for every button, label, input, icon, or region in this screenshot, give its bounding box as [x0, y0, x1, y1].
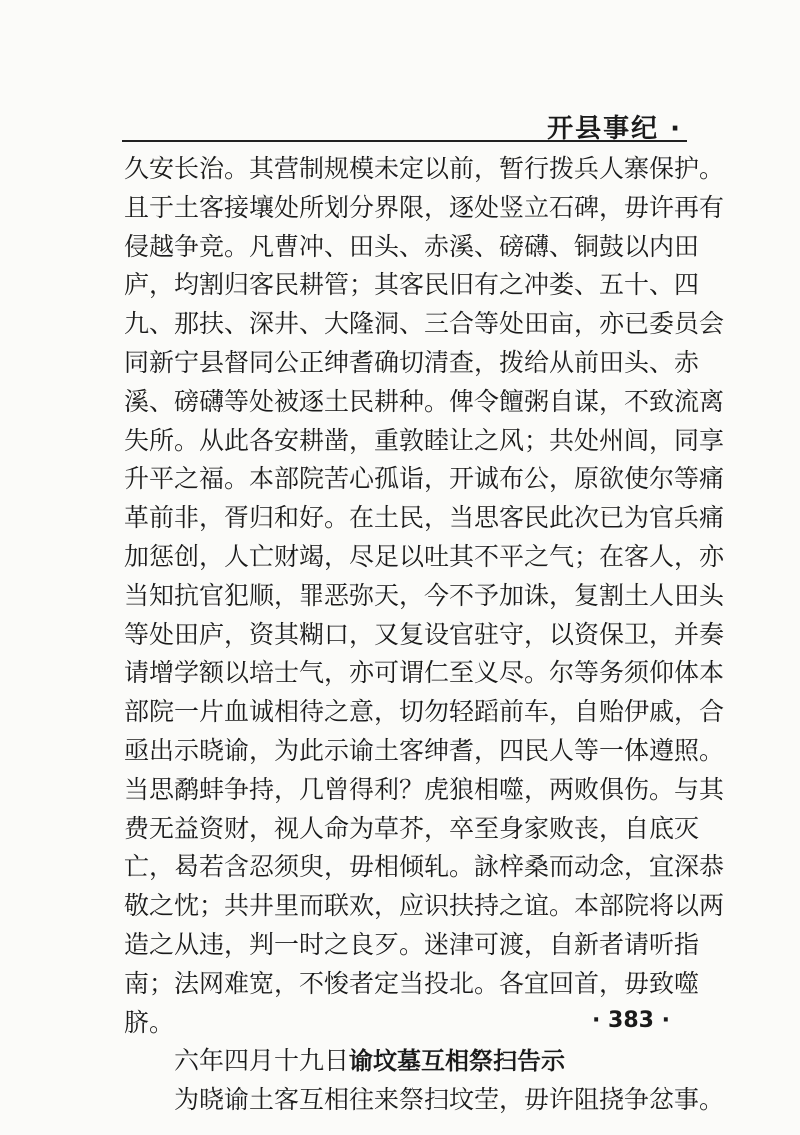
- text-line: 溪、磅礴等处被逐土民耕种。俾令饘粥自谋，不致流离: [124, 386, 725, 416]
- text-line: 费无益资财，视人命为草芥，卒至身家败丧，自底灭: [124, 813, 700, 843]
- heading-date: 六年四月十九日: [174, 1046, 350, 1076]
- text-line: 久安长治。其营制规模未定以前，暂行拨兵人寨保护。: [124, 154, 725, 183]
- text-line: 庐，均割归客民耕管；其客民旧有之冲娄、五十、四: [124, 270, 700, 300]
- text-line: 脐。: [124, 1007, 175, 1037]
- text-line: 当思鹬蚌争持，几曾得利？虎狼相噬，两败俱伤。与其: [124, 774, 725, 804]
- text-line: 加惩创，人亡财竭，尽足以吐其不平之气；在客人，亦: [124, 541, 725, 571]
- text-line: 革前非，胥归和好。在土民，当思客民此次已为官兵痛: [124, 503, 725, 533]
- text-line: 亡，曷若含忍须臾，毋相倾轧。詠梓桑而动念，宜深恭: [124, 852, 725, 882]
- text-line: 当知抗官犯顺，罪恶弥天，今不予加诛，复割土人田头: [124, 580, 725, 610]
- header-rule: [122, 140, 687, 142]
- text-line: 侵越争竞。凡曹冲、田头、赤溪、磅礴、铜鼓以内田: [124, 231, 700, 261]
- text-line: 造之从违，判一时之良歹。迷津可渡，自新者请听指: [124, 929, 700, 959]
- text-line: 南；法网难宽，不悛者定当投北。各宜回首，毋致噬: [124, 968, 700, 998]
- page-number: · 383 ·: [592, 1008, 670, 1033]
- text-line: 亟出示晓谕，为此示谕土客绅耆，四民人等一体遵照。: [124, 735, 725, 765]
- section-heading: [124, 1042, 684, 1081]
- body-text: [124, 150, 725, 1120]
- running-header: 开县事纪 ·: [547, 114, 682, 144]
- text-line: 同新宁县督同公正绅耆确切清查，拨给从前田头、赤: [124, 347, 700, 377]
- text-line: 九、那扶、深井、大隆洞、三合等处田亩，亦已委员会: [124, 309, 725, 339]
- text-line: 敬之忱；共井里而联欢，应识扶持之谊。本部院将以两: [124, 891, 725, 921]
- text-line: 失所。从此各安耕凿，重敦睦让之风；共处州闾，同享: [124, 425, 725, 455]
- heading-title: 谕坟墓互相祭扫告示: [349, 1047, 566, 1076]
- text-line: 请增学额以培士气，亦可谓仁至义尽。尔等务须仰体本: [124, 658, 725, 688]
- text-line: 为晓谕土客互相往来祭扫坟茔，毋许阻挠争忿事。: [174, 1085, 725, 1115]
- text-line: 部院一片血诚相待之意，切勿轻蹈前车，自贻伊戚，合: [124, 697, 725, 727]
- text-line: 升平之福。本部院苦心孤诣，开诚布公，原欲使尔等痛: [124, 464, 725, 494]
- text-line: 等处田庐，资其糊口，又复设官驻守，以资保卫，并奏: [124, 619, 725, 649]
- text-line: 且于土客接壤处所划分界限，逐处竖立石碑，毋许再有: [124, 192, 725, 222]
